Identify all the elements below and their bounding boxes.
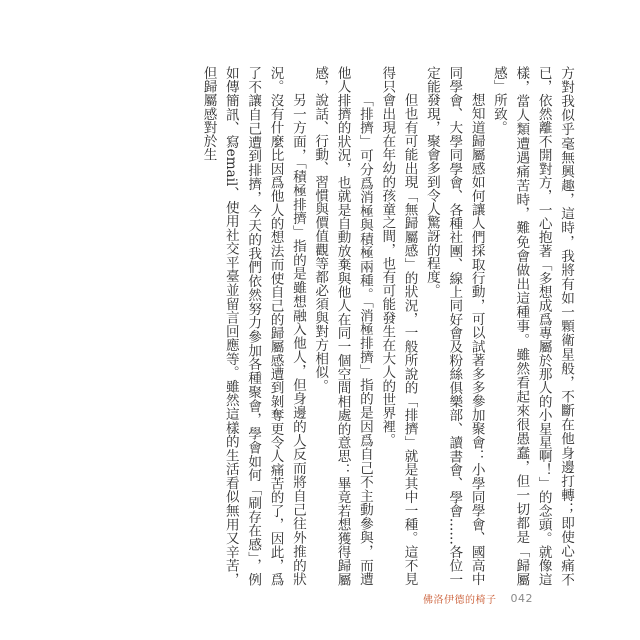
paragraph-4: 「排擠」可分爲消極與積極兩種。「消極排擠」指的是因爲自己不主動參與，而遭他人排擠的狀況，也就是自動放棄與他人在同一個空間相處的意思：畢竟若想獲得歸屬感，說話、行動、習慣與價值觀等都必須與對方相似。 bbox=[312, 66, 373, 586]
running-title: 佛洛伊德的椅子 bbox=[423, 595, 497, 606]
paragraph-5: 另一方面，「積極排擠」指的是雖想融入他人，但身邊的人反而將自己往外推的狀況。沒有什麼比因爲他人的想法而使自己的歸屬感遭到剝奪更令人痛苦的了，因此，爲了不讓自己遭到排擠，今天的我們依然努力參加各種聚會，學會如何「刷存在感」，例如傳簡訊、寫email、使用社交平臺並留言回應等。雖然這樣的生活看似無用又辛苦，但歸屬感對於生 bbox=[200, 66, 306, 586]
paragraph-2: 想知道歸屬感如何讓人們採取行動，可以試著多多參加聚會：小學同學會、國高中同學會、大學同學會、各種社團、線上同好會及粉絲俱樂部、讀書會、學會……各位一定能發現，聚會多到令人驚訝的程度。 bbox=[423, 66, 485, 586]
page-footer bbox=[423, 591, 533, 606]
page-number: 042 bbox=[510, 592, 533, 605]
paragraph-3: 但也有可能出現「無歸屬感」的狀況，一般所說的「排擠」就是其中一種。這不見得只會出現在年幼的孩童之間，也有可能發生在大人的世界裡。 bbox=[379, 66, 418, 586]
body-text-column bbox=[53, 66, 577, 586]
paragraph-1: 方對我似乎毫無興趣，這時，我將有如一顆衛星般，不斷在他身邊打轉；即使心痛不已，依然離不開對方，一心抱著「多想成爲專屬於那人的小星星啊！」的念頭。就像這樣，當人類遭遇痛苦時，難免會做出這種事。雖然看起來很愚蠢，但一切都是「歸屬感」所致。 bbox=[490, 66, 574, 586]
